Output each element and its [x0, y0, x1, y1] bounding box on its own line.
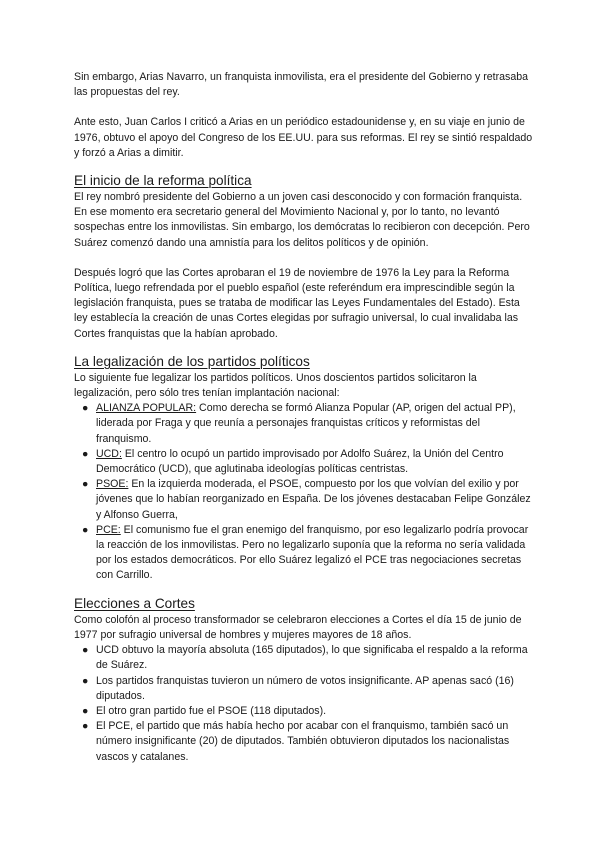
- bullet-icon: ●: [82, 644, 89, 657]
- list-item: [74, 477, 534, 523]
- bullet-icon: ●: [82, 478, 89, 491]
- reforma-paragraph-1: El rey nombró presidente del Gobierno a un joven casi desconocido y con formación franquista. En ese momento era secretario general del Movimiento Nacional y, por lo tanto, no levantó sospechas entre los inmovilistas. Sin embargo, los demócratas lo recibieron con decepción. Pero Suárez comenzó dando una amnistía para los delitos políticos y de opinión.: [74, 191, 530, 249]
- result-text: Los partidos franquistas tuvieron un número de votos insignificante. AP apenas sacó (16) diputados.: [96, 674, 514, 702]
- result-text: UCD obtuvo la mayoría absoluta (165 diputados), lo que significaba el respaldo a la reforma de Suárez.: [96, 644, 528, 672]
- elecciones-intro: Como colofón al proceso transformador se celebraron elecciones a Cortes el día 15 de junio de 1977 por sufragio universal de hombres y mujeres mayores de 18 años.: [74, 613, 522, 641]
- party-label: ALIANZA POPULAR:: [96, 402, 197, 415]
- party-label: UCD:: [96, 447, 122, 460]
- reforma-paragraph-2: Después logró que las Cortes aprobaran el 19 de noviembre de 1976 la Ley para la Reforma Política, luego refrendada por el pueblo español (este referéndum era imprescindible según la legislación franquista, pues se trataba de modificar las Leyes Fundamentales del Estado). Esta ley establecía la creación de unas Cortes elegidas por sufragio universal, lo cual invalidaba las Cortes franquistas que la habían aprobado.: [74, 266, 520, 340]
- party-label: PCE:: [96, 523, 121, 536]
- section-heading-reforma: El inicio de la reforma política: [74, 173, 252, 189]
- bullet-icon: ●: [82, 720, 89, 733]
- party-text: El centro lo ocupó un partido improvisado por Adolfo Suárez, la Unión del Centro Democrático (UCD), que aglutinaba ideologías políticas centristas.: [96, 447, 504, 476]
- bullet-icon: ●: [82, 447, 89, 460]
- list-item: [74, 643, 534, 673]
- bullet-icon: ●: [82, 523, 89, 536]
- intro-paragraph-2: Ante esto, Juan Carlos I criticó a Arias en un periódico estadounidense y, en su viaje en junio de 1976, obtuvo el apoyo del Congreso de los EE.UU. para sus reformas. El rey se sintió respaldado y forzó a Arias a dimitir.: [74, 116, 533, 159]
- partidos-intro: Lo siguiente fue legalizar los partidos políticos. Unos doscientos partidos solicitaron la legalización, pero sólo tres tenían implantación nacional:: [74, 371, 477, 400]
- list-item: [74, 523, 534, 584]
- list-item: [74, 447, 534, 477]
- bullet-icon: ●: [82, 704, 89, 717]
- elecciones-list: [74, 643, 534, 765]
- section-heading-partidos: La legalización de los partidos políticos: [74, 353, 310, 369]
- party-text: Como derecha se formó Alianza Popular (AP, origen del actual PP), liderada por Fraga y que reunía a personajes franquistas críticos y reformistas del franquismo.: [96, 402, 516, 445]
- list-item: [74, 704, 534, 719]
- list-item: [74, 674, 534, 704]
- party-label: PSOE:: [96, 478, 129, 491]
- party-text: El comunismo fue el gran enemigo del franquismo, por eso legalizarlo podría provocar la reacción de los inmovilistas. Pero no legalizarlo suponía que la reforma no sería validada por los estados democráticos. Por ello Suárez legalizó el PCE tras negociaciones secretas con Carrillo.: [96, 523, 529, 582]
- partidos-list: [74, 401, 534, 583]
- section-heading-elecciones: Elecciones a Cortes: [74, 595, 195, 611]
- intro-paragraph-1: Sin embargo, Arias Navarro, un franquista inmovilista, era el presidente del Gobierno y retrasaba las propuestas del rey.: [74, 71, 528, 99]
- result-text: El otro gran partido fue el PSOE (118 diputados).: [96, 704, 327, 717]
- list-item: [74, 401, 534, 447]
- bullet-icon: ●: [82, 674, 89, 687]
- party-text: En la izquierda moderada, el PSOE, compuesto por los que volvían del exilio y por jóvenes que lo habían reorganizado en España. De los jóvenes destacaban Felipe González y Alfonso Guerra,: [96, 478, 531, 521]
- bullet-icon: ●: [82, 402, 89, 415]
- document-body: [74, 70, 534, 765]
- result-text: El PCE, el partido que más había hecho por acabar con el franquismo, también sacó un número insignificante (20) de diputados. También obtuvieron diputados los nacionalistas vascos y catalanes.: [96, 720, 510, 763]
- list-item: [74, 719, 534, 765]
